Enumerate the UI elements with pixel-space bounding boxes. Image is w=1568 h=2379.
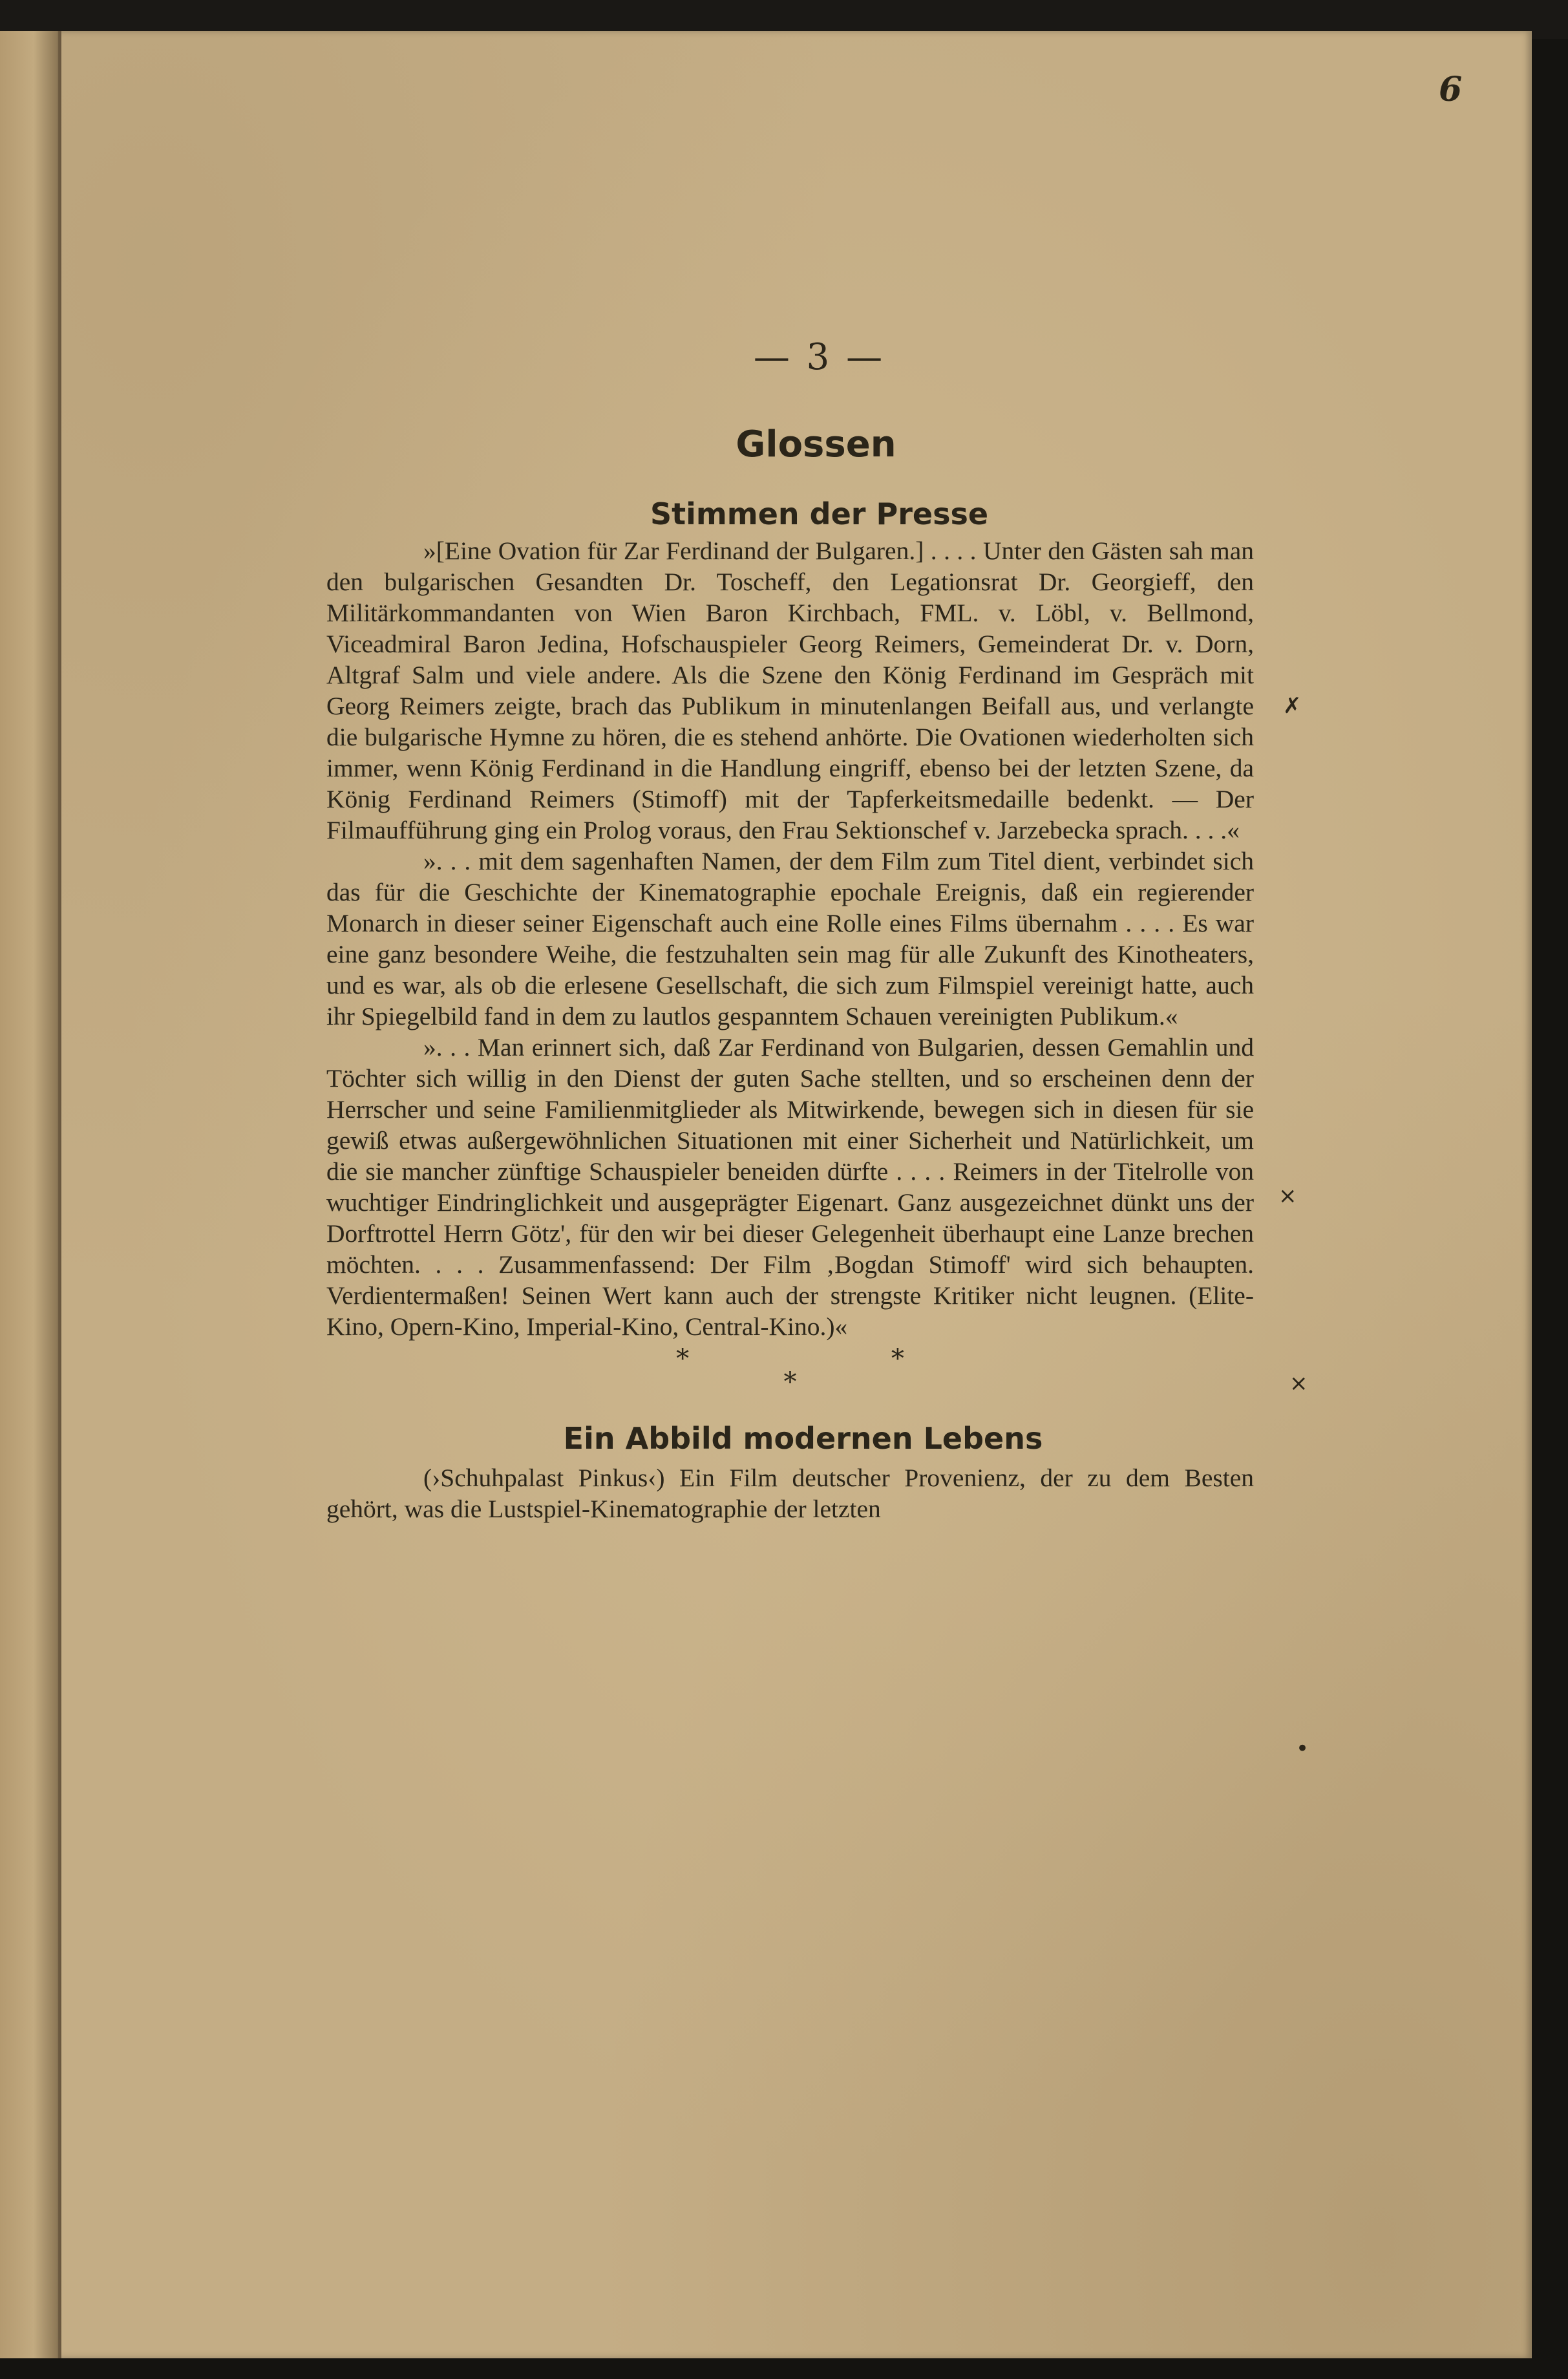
asterism-top: * *: [676, 1344, 1001, 1374]
article-paragraph: ». . . mit dem sagenhaften Namen, der dem Film zum Titel dient, verbindet sich das für die Geschichte der Kinematographie epochale Ereignis, daß ein regierender Monarch in dieser seiner Eigenschaft auch eine Rolle eines Films übernahm . . . . Es war eine ganz besondere Weihe, die festzuhalten sein mag für alle Zukunft des Kinotheaters, und es war, als ob die erlesene Gesellschaft, die sich zum Filmspiel vereinigt hatte, auch ihr Spiegelbild fand in dem zu lautlos gespanntem Schauen vereinigten Publikum.«: [326, 847, 1254, 1030]
article-title: Ein Abbild modernen Lebens: [563, 1421, 1043, 1456]
margin-mark: ×: [1278, 1183, 1297, 1209]
article-title: Stimmen der Presse: [650, 496, 989, 531]
corner-handwritten-number: 6: [1439, 70, 1463, 109]
article-paragraph: ». . . Man erinnert sich, daß Zar Ferdinand von Bulgarien, dessen Gemahlin und Töchter sich willig in den Dienst der guten Sache stellten, und so erscheinen denn der Herrscher und seine Familienmitglieder als Mitwirkende, bewegen sich in diesen für sie gewiß etwas außergewöhnlichen Situationen mit einer Sicherheit und Natürlichkeit, um die sie mancher zünftige Schauspieler beneiden dürfte . . . . Reimers in der Titelrolle von wuchtiger Eindringlichkeit und ausgeprägter Eigenart. Ganz ausgezeichnet dünkt uns der Dorftrottel Herrn Götz', für den wir bei dieser Gelegenheit überhaupt eine Lanze brechen möchten. . . . Zusammenfassend: Der Film ‚Bogdan Stimoff' wird sich behaupten. Verdientermaßen! Seinen Wert kann auch der strengste Kritiker nicht leugnen. (Elite-Kino, Opern-Kino, Imperial-Kino, Central-Kino.)«: [326, 1033, 1254, 1341]
article-stimmen-der-presse: [326, 496, 1254, 1342]
article-ein-abbild-modernen-lebens: [326, 1421, 1254, 1524]
fold-crease: [58, 31, 61, 2358]
margin-mark: ✗: [1283, 693, 1302, 719]
article-paragraph: (›Schuhpalast Pinkus‹) Ein Film deutscher Provenienz, der zu dem Besten gehört, was die Lustspiel-Kinematographie der letzten: [326, 1464, 1254, 1523]
section-title: Glossen: [736, 423, 896, 465]
asterism-divider: [326, 1346, 1254, 1395]
article-paragraph: »[Eine Ovation für Zar Ferdinand der Bulgaren.] . . . . Unter den Gästen sah man den bulgarischen Gesandten Dr. Toscheff, den Legationsrat Dr. Georgieff, den Militärkommandanten von Wien Baron Kirchbach, FML. v. Löbl, v. Bellmond, Viceadmiral Baron Jedina, Hofschauspieler Georg Reimers, Gemeinderat Dr. v. Dorn, Altgraf Salm und viele andere. Als die Szene den König Ferdinand im Gespräch mit Georg Reimers zeigte, brach das Publikum in minutenlangen Beifall aus, und verlangte die bulgarische Hymne zu hören, die es stehend anhörte. Die Ovationen wiederholten sich immer, wenn König Ferdinand in die Handlung eingriff, ebenso bei der letzten Szene, da König Ferdinand Reimers (Stimoff) mit der Tapferkeitsmedaille bedenkt. — Der Filmaufführung ging ein Prolog voraus, den Frau Sektionschef v. Jarzebecka sprach. . . .«: [326, 537, 1254, 844]
page-content: [326, 336, 1254, 1524]
page-fold-edge: [0, 31, 61, 2358]
asterism-bottom: *: [783, 1367, 797, 1397]
page-number: — 3 —: [753, 336, 885, 378]
margin-mark: •: [1296, 1736, 1309, 1762]
margin-mark: ×: [1289, 1371, 1308, 1396]
